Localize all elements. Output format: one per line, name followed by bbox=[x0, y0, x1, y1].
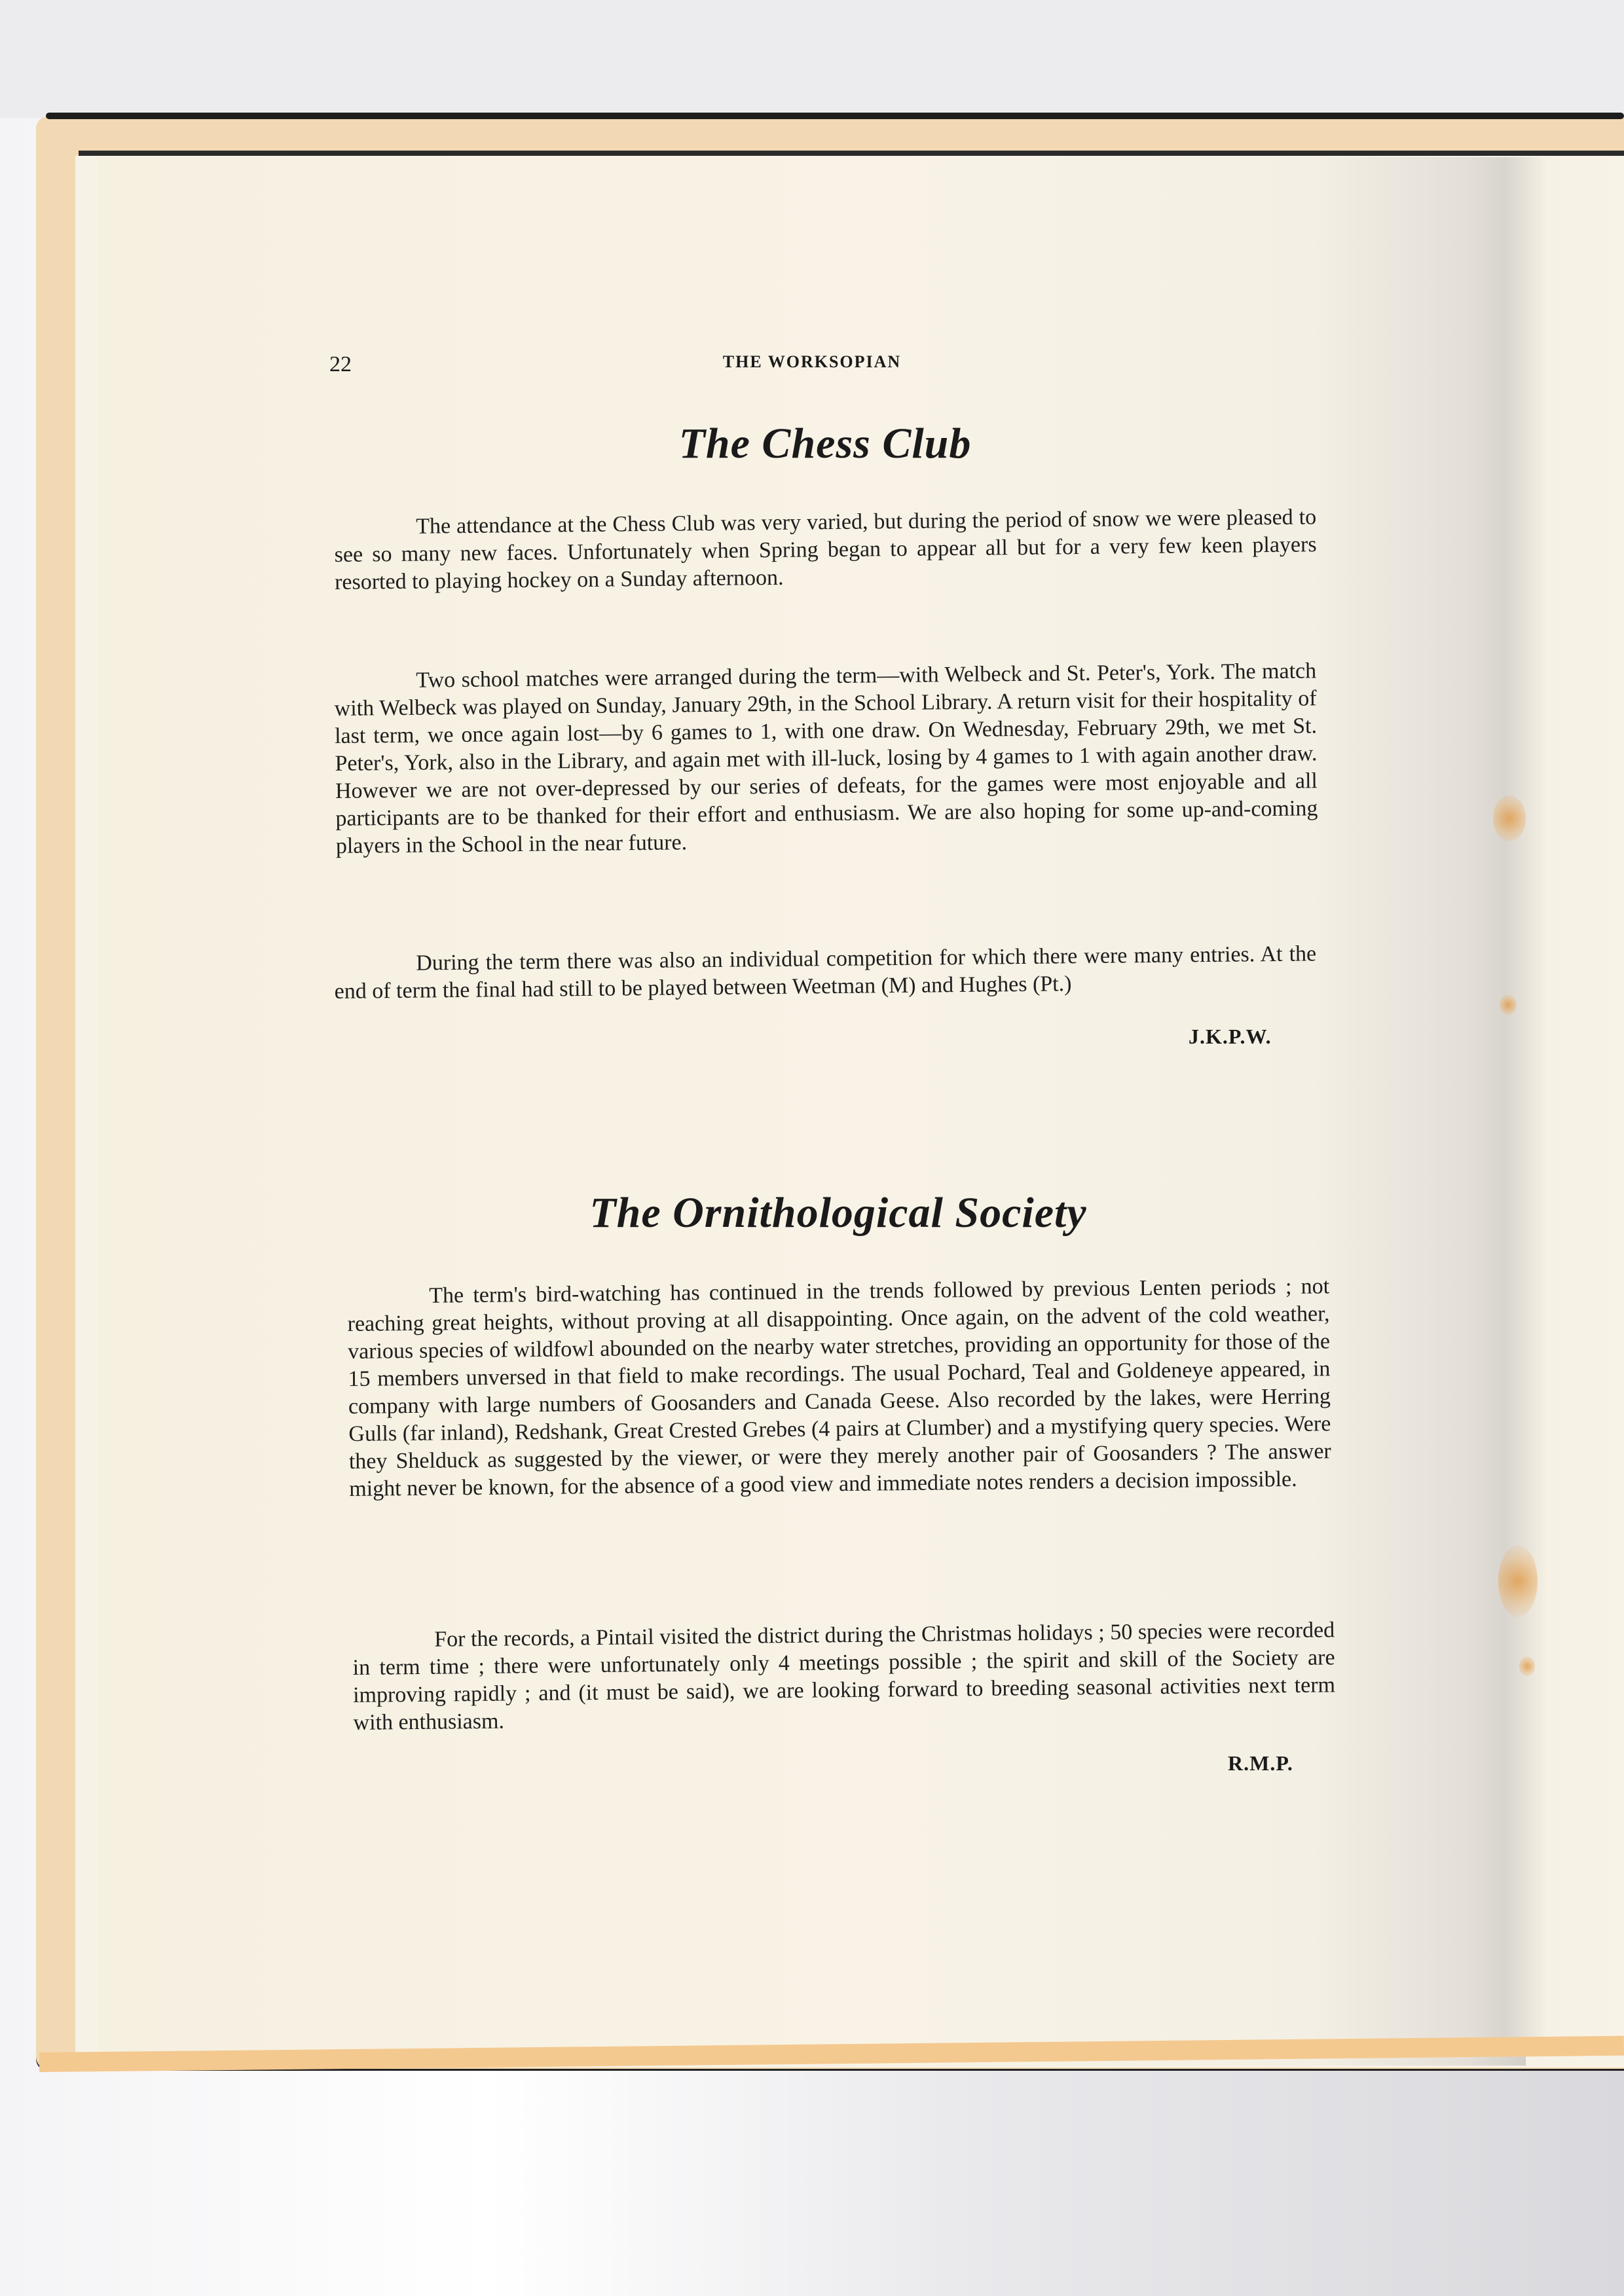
ornithological-signature: R.M.P. bbox=[1228, 1751, 1293, 1775]
ornithological-paragraph: The term's bird-watching has continued in the trends followed by previous Lenten periods ; not reaching great heights, without proving at all disappointing. Once again, on the advent of the cold weather, various species of wildfowl abounded on the nearby water stretches, providing an opportunity for those of the 15 members unversed in that field to make recordings. The usual Pochard, Teal and Goldeneye appeared, in company with large numbers of Goosanders and Canada Geese. Also recorded by the lakes, were Herring Gulls (far inland), Redshank, Great Crested Grebes (4 pairs at Clumber) and a mystifying query species. Were they Shelduck as suggested by the viewer, or were they merely another pair of Goosanders ? The answer might never be known, for the absence of a good view and immediate notes renders a decision impossible. bbox=[347, 1274, 1331, 1501]
chess-club-paragraph: Two school matches were arranged during the term—with Welbeck and St. Peter's, York. The match with Welbeck was played on Sunday, January 29th, in the School Library. A return visit for their hospitality of last term, we once again lost—by 6 games to 1, with one draw. On Wednesday, February 29th, we met St. Peter's, York, also in the Library, and again met with ill-luck, losing by 4 games to 1 with again another draw. However we are not over-depressed by our series of defeats, for the games were most enjoyable and all participants are to be thanked for their effort and enthusiasm. We are also hoping for some up-and-coming players in the School in the near future. bbox=[334, 659, 1318, 858]
chess-club-paragraph: During the term there was also an individual competition for which there were many entries. At the end of term the final had still to be played between Weetman (M) and Hughes (Pt.) bbox=[334, 941, 1317, 1004]
running-head: THE WORKSOPIAN bbox=[722, 352, 902, 371]
chess-club-paragraph: The attendance at the Chess Club was very varied, but during the period of snow we were pleased to see so many new faces. Unfortunately when Spring began to appear all but for a very few keen players resorted to playing hockey on a Sunday afternoon. bbox=[334, 505, 1317, 594]
ornithological-paragraph: For the records, a Pintail visited the district during the Christmas holidays ; 50 species were recorded in term time ; there were unfortunately only 4 meetings possible ; the spirit and skill of the Society are improving rapidly ; and (it must be said), we are looking forward to breeding seasonal activities next term with enthusiasm. bbox=[352, 1618, 1336, 1735]
ornithological-society-title: The Ornithological Society bbox=[589, 1189, 1087, 1237]
page-number: 22 bbox=[329, 352, 352, 376]
chess-club-title: The Chess Club bbox=[678, 420, 972, 467]
chess-club-signature: J.K.P.W. bbox=[1189, 1025, 1272, 1048]
